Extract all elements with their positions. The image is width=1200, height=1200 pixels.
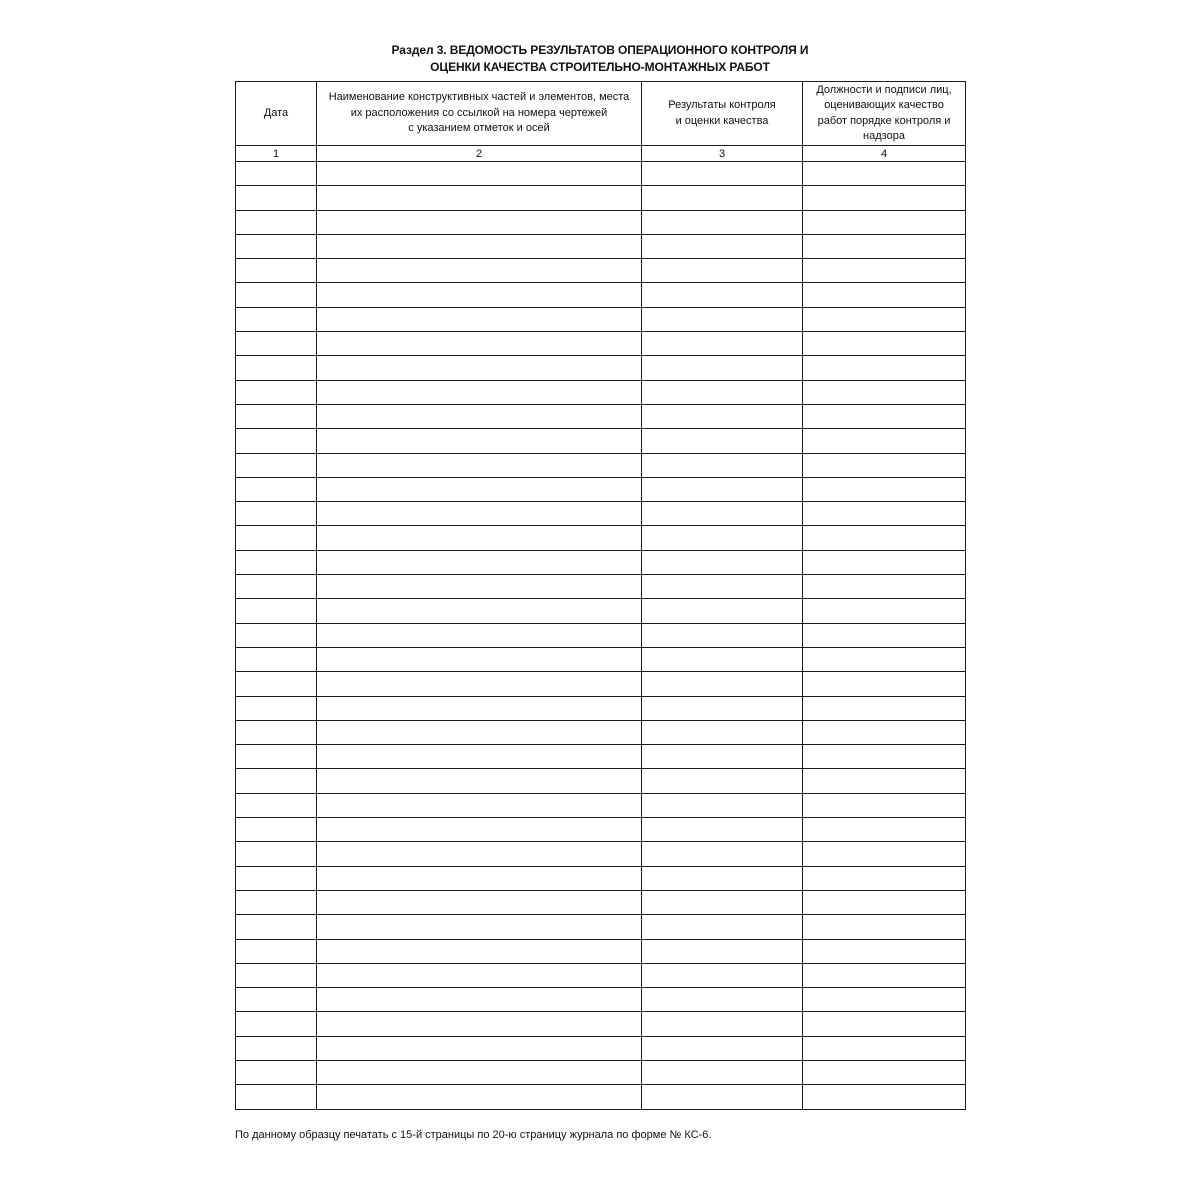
table-row: [236, 1012, 966, 1036]
result-cell[interactable]: [642, 769, 803, 793]
signature-cell[interactable]: [803, 186, 966, 210]
signature-cell[interactable]: [803, 210, 966, 234]
result-cell[interactable]: [642, 599, 803, 623]
table-row: [236, 1085, 966, 1109]
signature-cell[interactable]: [803, 283, 966, 307]
element-cell[interactable]: [317, 963, 642, 987]
signature-cell[interactable]: [803, 477, 966, 501]
table-row: [236, 234, 966, 258]
table-row: [236, 162, 966, 186]
element-cell[interactable]: [317, 1060, 642, 1084]
element-cell[interactable]: [317, 1036, 642, 1060]
element-cell[interactable]: [317, 696, 642, 720]
element-cell[interactable]: [317, 915, 642, 939]
date-cell[interactable]: [236, 623, 317, 647]
table-row: [236, 356, 966, 380]
signature-cell[interactable]: [803, 380, 966, 404]
result-cell[interactable]: [642, 915, 803, 939]
date-cell[interactable]: [236, 672, 317, 696]
signature-cell[interactable]: [803, 1060, 966, 1084]
table-row: [236, 720, 966, 744]
result-cell[interactable]: [642, 1012, 803, 1036]
header-signatures-line: надзора: [863, 130, 905, 142]
document-title: [235, 42, 965, 76]
table-row: [236, 550, 966, 574]
date-cell[interactable]: [236, 380, 317, 404]
control-results-table: [235, 81, 966, 1110]
header-elements-line: Наименование конструктивных частей и элементов, места: [328, 91, 630, 104]
element-cell[interactable]: [317, 842, 642, 866]
table-row: [236, 1060, 966, 1084]
date-cell[interactable]: [236, 793, 317, 817]
result-cell[interactable]: [642, 575, 803, 599]
result-cell[interactable]: [642, 332, 803, 356]
date-cell[interactable]: [236, 769, 317, 793]
signature-cell[interactable]: [803, 502, 966, 526]
date-cell[interactable]: [236, 647, 317, 671]
result-cell[interactable]: [642, 793, 803, 817]
title-line-2: ОЦЕНКИ КАЧЕСТВА СТРОИТЕЛЬНО-МОНТАЖНЫХ РАБОТ: [430, 60, 770, 74]
table-row: [236, 380, 966, 404]
result-cell[interactable]: [642, 356, 803, 380]
date-cell[interactable]: [236, 599, 317, 623]
column-number-row: [236, 146, 966, 162]
signature-cell[interactable]: [803, 915, 966, 939]
table-row: [236, 866, 966, 890]
element-cell[interactable]: [317, 404, 642, 428]
signature-cell[interactable]: [803, 818, 966, 842]
table-row: [236, 988, 966, 1012]
table-row: [236, 963, 966, 987]
result-cell[interactable]: [642, 1085, 803, 1109]
element-cell[interactable]: [317, 599, 642, 623]
table-row: [236, 210, 966, 234]
element-cell[interactable]: [317, 307, 642, 331]
element-cell[interactable]: [317, 186, 642, 210]
signature-cell[interactable]: [803, 307, 966, 331]
signature-cell[interactable]: [803, 696, 966, 720]
result-cell[interactable]: [642, 696, 803, 720]
element-cell[interactable]: [317, 356, 642, 380]
signature-cell[interactable]: [803, 720, 966, 744]
header-date: [236, 82, 317, 146]
date-cell[interactable]: [236, 963, 317, 987]
result-cell[interactable]: [642, 890, 803, 914]
element-cell[interactable]: [317, 769, 642, 793]
table-row: [236, 186, 966, 210]
element-cell[interactable]: [317, 526, 642, 550]
result-cell[interactable]: [642, 234, 803, 258]
signature-cell[interactable]: [803, 526, 966, 550]
table-row: [236, 575, 966, 599]
result-cell[interactable]: [642, 162, 803, 186]
result-cell[interactable]: [642, 307, 803, 331]
signature-cell[interactable]: [803, 332, 966, 356]
result-cell[interactable]: [642, 1036, 803, 1060]
result-cell[interactable]: [642, 720, 803, 744]
result-cell[interactable]: [642, 963, 803, 987]
column-number-1: 1: [236, 146, 317, 162]
title-line-1: Раздел 3. ВЕДОМОСТЬ РЕЗУЛЬТАТОВ ОПЕРАЦИОННОГО КОНТРОЛЯ И: [391, 43, 809, 57]
signature-cell[interactable]: [803, 866, 966, 890]
result-cell[interactable]: [642, 502, 803, 526]
signature-cell[interactable]: [803, 575, 966, 599]
table-row: [236, 939, 966, 963]
result-cell[interactable]: [642, 283, 803, 307]
table-row: [236, 745, 966, 769]
date-cell[interactable]: [236, 1085, 317, 1109]
signature-cell[interactable]: [803, 259, 966, 283]
result-cell[interactable]: [642, 404, 803, 428]
element-cell[interactable]: [317, 866, 642, 890]
element-cell[interactable]: [317, 453, 642, 477]
element-cell[interactable]: [317, 550, 642, 574]
date-cell[interactable]: [236, 332, 317, 356]
date-cell[interactable]: [236, 404, 317, 428]
signature-cell[interactable]: [803, 842, 966, 866]
table-row: [236, 307, 966, 331]
signature-cell[interactable]: [803, 890, 966, 914]
element-cell[interactable]: [317, 210, 642, 234]
table-header-row: [236, 82, 966, 146]
result-cell[interactable]: [642, 186, 803, 210]
table-row: [236, 477, 966, 501]
column-number-3: 3: [642, 146, 803, 162]
table-row: [236, 793, 966, 817]
result-cell[interactable]: [642, 259, 803, 283]
table-row: [236, 818, 966, 842]
table-row: [236, 672, 966, 696]
result-cell[interactable]: [642, 429, 803, 453]
table-row: [236, 283, 966, 307]
signature-cell[interactable]: [803, 453, 966, 477]
date-cell[interactable]: [236, 234, 317, 258]
element-cell[interactable]: [317, 234, 642, 258]
result-cell[interactable]: [642, 453, 803, 477]
date-cell[interactable]: [236, 550, 317, 574]
table-row: [236, 647, 966, 671]
header-date-line: Дата: [263, 106, 289, 119]
element-cell[interactable]: [317, 502, 642, 526]
table-row: [236, 429, 966, 453]
header-signatures-line: оценивающих качество: [824, 99, 944, 111]
date-cell[interactable]: [236, 186, 317, 210]
date-cell[interactable]: [236, 720, 317, 744]
header-signatures-line: работ порядке контроля и: [817, 114, 951, 127]
element-cell[interactable]: [317, 477, 642, 501]
header-elements: [317, 82, 642, 146]
element-cell[interactable]: [317, 162, 642, 186]
signature-cell[interactable]: [803, 1036, 966, 1060]
element-cell[interactable]: [317, 988, 642, 1012]
element-cell[interactable]: [317, 745, 642, 769]
date-cell[interactable]: [236, 259, 317, 283]
result-cell[interactable]: [642, 745, 803, 769]
element-cell[interactable]: [317, 429, 642, 453]
table-row: [236, 696, 966, 720]
element-cell[interactable]: [317, 283, 642, 307]
result-cell[interactable]: [642, 477, 803, 501]
header-signatures: [803, 82, 966, 146]
date-cell[interactable]: [236, 818, 317, 842]
date-cell[interactable]: [236, 307, 317, 331]
date-cell[interactable]: [236, 696, 317, 720]
element-cell[interactable]: [317, 1012, 642, 1036]
date-cell[interactable]: [236, 745, 317, 769]
signature-cell[interactable]: [803, 404, 966, 428]
table-row: [236, 332, 966, 356]
date-cell[interactable]: [236, 429, 317, 453]
element-cell[interactable]: [317, 1085, 642, 1109]
table-row: [236, 1036, 966, 1060]
table-row: [236, 502, 966, 526]
result-cell[interactable]: [642, 210, 803, 234]
table-row: [236, 453, 966, 477]
column-number-4: 4: [803, 146, 966, 162]
signature-cell[interactable]: [803, 988, 966, 1012]
date-cell[interactable]: [236, 1060, 317, 1084]
result-cell[interactable]: [642, 647, 803, 671]
signature-cell[interactable]: [803, 356, 966, 380]
date-cell[interactable]: [236, 453, 317, 477]
date-cell[interactable]: [236, 939, 317, 963]
element-cell[interactable]: [317, 818, 642, 842]
result-cell[interactable]: [642, 380, 803, 404]
table-row: [236, 526, 966, 550]
date-cell[interactable]: [236, 477, 317, 501]
header-elements-line: их расположения со ссылкой на номера чертежей: [350, 106, 608, 119]
table-row: [236, 599, 966, 623]
table-row: [236, 842, 966, 866]
result-cell[interactable]: [642, 623, 803, 647]
signature-cell[interactable]: [803, 939, 966, 963]
signature-cell[interactable]: [803, 1085, 966, 1109]
date-cell[interactable]: [236, 162, 317, 186]
table-row: [236, 623, 966, 647]
result-cell[interactable]: [642, 526, 803, 550]
table-row: [236, 404, 966, 428]
result-cell[interactable]: [642, 939, 803, 963]
element-cell[interactable]: [317, 720, 642, 744]
signature-cell[interactable]: [803, 672, 966, 696]
element-cell[interactable]: [317, 647, 642, 671]
signature-cell[interactable]: [803, 963, 966, 987]
header-results: [642, 82, 803, 146]
element-cell[interactable]: [317, 332, 642, 356]
element-cell[interactable]: [317, 793, 642, 817]
element-cell[interactable]: [317, 623, 642, 647]
result-cell[interactable]: [642, 988, 803, 1012]
element-cell[interactable]: [317, 890, 642, 914]
signature-cell[interactable]: [803, 234, 966, 258]
signature-cell[interactable]: [803, 1012, 966, 1036]
signature-cell[interactable]: [803, 745, 966, 769]
print-instruction-footnote: По данному образцу печатать с 15-й страницы по 20-ю страницу журнала по форме № КС-6.: [235, 1129, 712, 1141]
date-cell[interactable]: [236, 866, 317, 890]
result-cell[interactable]: [642, 866, 803, 890]
result-cell[interactable]: [642, 1060, 803, 1084]
header-elements-line: с указанием отметок и осей: [408, 122, 550, 135]
date-cell[interactable]: [236, 842, 317, 866]
result-cell[interactable]: [642, 842, 803, 866]
element-cell[interactable]: [317, 575, 642, 599]
date-cell[interactable]: [236, 988, 317, 1012]
date-cell[interactable]: [236, 890, 317, 914]
header-results-line: и оценки качества: [675, 114, 769, 127]
date-cell[interactable]: [236, 283, 317, 307]
date-cell[interactable]: [236, 526, 317, 550]
element-cell[interactable]: [317, 259, 642, 283]
table-row: [236, 259, 966, 283]
header-signatures-line: Должности и подписи лиц,: [816, 83, 952, 96]
date-cell[interactable]: [236, 1012, 317, 1036]
signature-cell[interactable]: [803, 162, 966, 186]
signature-cell[interactable]: [803, 623, 966, 647]
signature-cell[interactable]: [803, 429, 966, 453]
column-number-2: 2: [317, 146, 642, 162]
date-cell[interactable]: [236, 356, 317, 380]
table-row: [236, 915, 966, 939]
result-cell[interactable]: [642, 672, 803, 696]
date-cell[interactable]: [236, 210, 317, 234]
element-cell[interactable]: [317, 380, 642, 404]
date-cell[interactable]: [236, 1036, 317, 1060]
date-cell[interactable]: [236, 575, 317, 599]
element-cell[interactable]: [317, 939, 642, 963]
signature-cell[interactable]: [803, 769, 966, 793]
signature-cell[interactable]: [803, 599, 966, 623]
date-cell[interactable]: [236, 502, 317, 526]
date-cell[interactable]: [236, 915, 317, 939]
signature-cell[interactable]: [803, 647, 966, 671]
result-cell[interactable]: [642, 550, 803, 574]
result-cell[interactable]: [642, 818, 803, 842]
table-row: [236, 769, 966, 793]
table-row: [236, 890, 966, 914]
signature-cell[interactable]: [803, 550, 966, 574]
element-cell[interactable]: [317, 672, 642, 696]
header-results-line: Результаты контроля: [668, 99, 776, 111]
signature-cell[interactable]: [803, 793, 966, 817]
